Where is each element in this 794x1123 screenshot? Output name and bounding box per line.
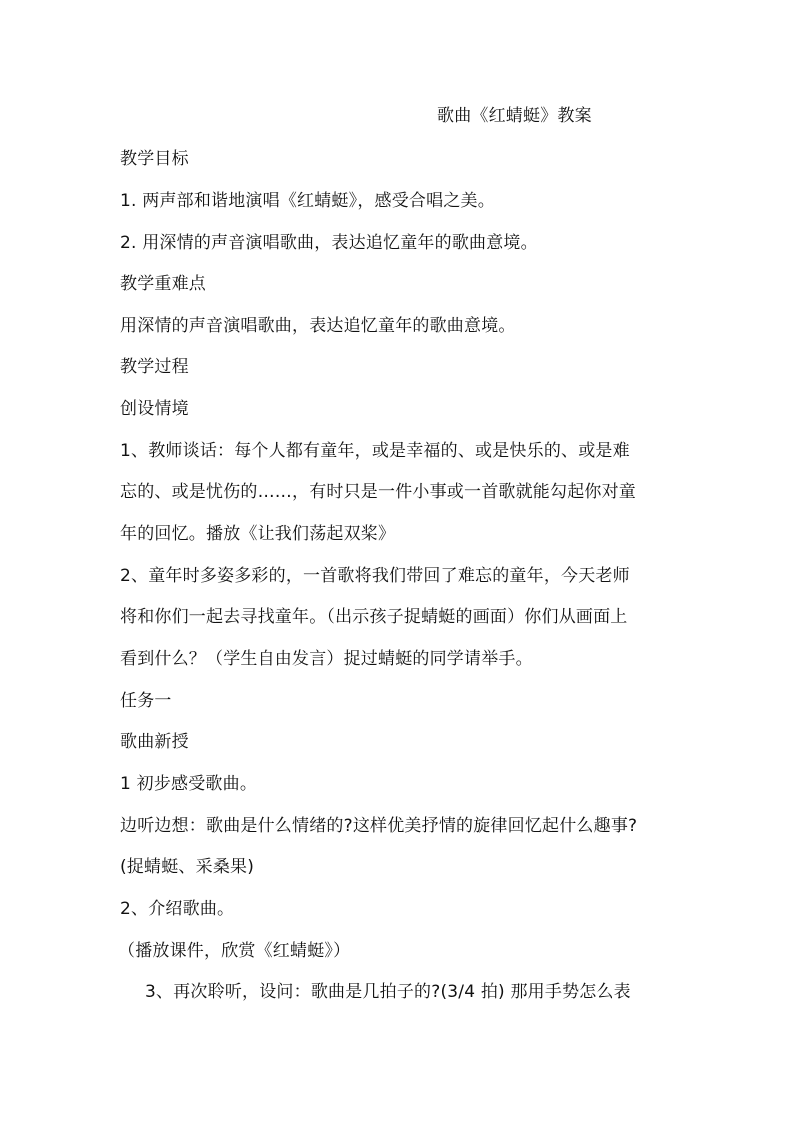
difficulty-text: 用深情的声音演唱歌曲，表达追忆童年的歌曲意境。 <box>120 316 516 336</box>
goal-1: 1. 两声部和谐地演唱《红蜻蜓》，感受合唱之美。 <box>120 191 495 211</box>
scene-paragraph-1-line-1: 1、教师谈话：每个人都有童年，或是幸福的、或是快乐的、或是难 <box>120 441 630 461</box>
step-2-note: （播放课件，欣赏《红蜻蜓》） <box>118 941 351 961</box>
document-title: 歌曲《红蜻蜓》教案 <box>437 106 592 126</box>
goals-heading: 教学目标 <box>120 149 189 169</box>
scene-paragraph-2-line-2: 将和你们一起去寻找童年。（出示孩子捉蜻蜓的画面）你们从画面上 <box>120 607 628 627</box>
process-heading: 教学过程 <box>120 357 189 377</box>
step-1-question-line-2: (捉蜻蜓、采桑果) <box>120 857 255 877</box>
step-3: 3、再次聆听，设问：歌曲是几拍子的?(3/4 拍) 那用手势怎么表 <box>145 982 631 1002</box>
new-song-heading: 歌曲新授 <box>120 732 189 752</box>
step-1: 1 初步感受歌曲。 <box>120 774 258 794</box>
scene-heading: 创设情境 <box>120 399 189 419</box>
scene-paragraph-2-line-1: 2、童年时多姿多彩的，一首歌将我们带回了难忘的童年，今天老师 <box>120 566 630 586</box>
scene-paragraph-1-line-2: 忘的、或是忧伤的……，有时只是一件小事或一首歌就能勾起你对童 <box>120 482 636 502</box>
goal-2: 2. 用深情的声音演唱歌曲，表达追忆童年的歌曲意境。 <box>120 233 538 253</box>
difficulty-heading: 教学重难点 <box>120 274 206 294</box>
task-heading: 任务一 <box>120 691 172 711</box>
scene-paragraph-2-line-3: 看到什么？（学生自由发言）捉过蜻蜓的同学请举手。 <box>120 649 533 669</box>
scene-paragraph-1-line-3: 年的回忆。播放《让我们荡起双桨》 <box>120 524 396 544</box>
step-1-question-line-1: 边听边想：歌曲是什么情绪的?这样优美抒情的旋律回忆起什么趣事? <box>120 816 638 836</box>
step-2: 2、介绍歌曲。 <box>120 899 235 919</box>
